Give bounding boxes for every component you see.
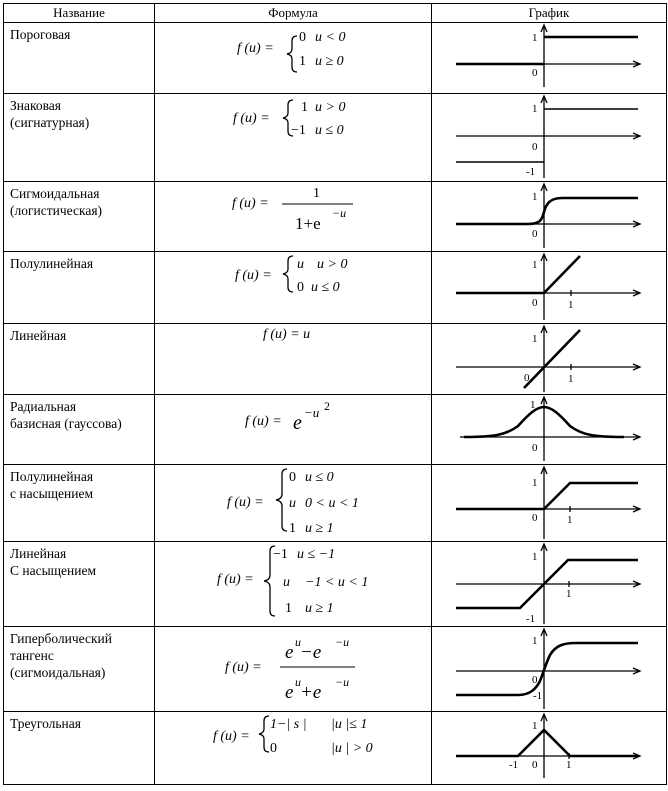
case-condition: −1 < u < 1 — [305, 575, 369, 590]
row-name: Полулинейная — [4, 252, 155, 324]
formula-lhs: f (u) = — [232, 196, 269, 211]
origin-label: 0 — [532, 759, 538, 771]
table-row — [4, 182, 667, 252]
case-value: 1 — [289, 521, 296, 536]
case-condition: |u |≤ 1 — [331, 717, 368, 732]
formula-base: e — [293, 412, 302, 434]
fraction-denominator: 1+e — [295, 214, 321, 233]
case-value: −1 — [273, 547, 288, 562]
header-row — [4, 4, 667, 23]
origin-label: 0 — [532, 442, 538, 454]
formula-linear-saturation — [155, 542, 431, 626]
case-condition: |u | > 0 — [331, 741, 373, 756]
origin-label: 0 — [532, 512, 538, 524]
case-condition: u > 0 — [315, 100, 346, 115]
row-name: Сигмоидальная (логистическая) — [4, 182, 155, 252]
graph-cell — [432, 542, 667, 627]
formula-lhs: f (u) = — [217, 572, 254, 587]
row-name: Радиальная базисная (гауссова) — [4, 395, 155, 465]
row-name: Гиперболический тангенс (сигмоидальная) — [4, 627, 155, 712]
formula-linear — [155, 324, 431, 394]
case-value: 1 — [285, 601, 292, 616]
table-row — [4, 465, 667, 542]
origin-label: 0 — [532, 228, 538, 240]
case-condition: u ≥ 1 — [305, 521, 334, 536]
graph-cell — [432, 712, 667, 785]
table-row — [4, 324, 667, 395]
y-bottom-label: -1 — [533, 690, 543, 702]
y-top-label: 1 — [532, 635, 538, 647]
y-top-label: 1 — [532, 103, 538, 115]
formula-cell — [155, 627, 432, 712]
graph-cell — [432, 182, 667, 252]
formula-lhs: f (u) = — [235, 268, 272, 283]
graph-sigmoid — [432, 182, 666, 251]
table-row — [4, 542, 667, 627]
y-bottom-label: -1 — [526, 166, 536, 178]
case-value: 1−| s | — [270, 717, 307, 732]
case-condition: u < 0 — [315, 30, 346, 45]
graph-cell — [432, 465, 667, 542]
header-formula: Формула — [155, 4, 432, 23]
function-curve — [456, 643, 638, 695]
case-value: 1 — [301, 100, 308, 115]
x-right-label: 1 — [568, 373, 574, 385]
case-value: −1 — [291, 123, 306, 138]
graph-threshold — [432, 23, 666, 93]
formula-semilinear-saturation — [155, 465, 431, 541]
graph-tanh — [432, 627, 666, 711]
case-condition: u ≤ 0 — [305, 470, 334, 485]
formula-threshold — [155, 23, 431, 93]
header-graph: График — [432, 4, 667, 23]
formula-cell — [155, 324, 432, 395]
y-top-label: 1 — [530, 399, 536, 411]
formula-cell — [155, 182, 432, 252]
y-top-label: 1 — [532, 191, 538, 203]
case-condition: u > 0 — [317, 257, 348, 272]
row-name: Полулинейная с насыщением — [4, 465, 155, 542]
y-top-label: 1 — [532, 551, 538, 563]
case-condition: u ≤ −1 — [297, 547, 336, 562]
formula-cell — [155, 23, 432, 94]
case-value: 1 — [299, 54, 306, 69]
graph-sign — [432, 94, 666, 181]
formula-cell — [155, 712, 432, 785]
origin-label: 0 — [532, 141, 538, 153]
graph-semilinear — [432, 252, 666, 323]
y-top-label: 1 — [532, 333, 538, 345]
function-curve — [456, 730, 638, 756]
formula-lhs: f (u) = — [237, 41, 274, 56]
formula-cell — [155, 94, 432, 182]
case-condition: u ≥ 1 — [305, 601, 334, 616]
formula-text: f (u) = u — [263, 327, 311, 342]
formula-lhs: f (u) = — [233, 111, 270, 126]
row-name: Треугольная — [4, 712, 155, 785]
graph-linear — [432, 324, 666, 394]
case-condition: u ≤ 0 — [311, 280, 340, 295]
case-condition: u ≤ 0 — [315, 123, 344, 138]
numerator-exponent-2: −u — [335, 635, 350, 649]
graph-triangular — [432, 712, 666, 784]
case-value: 0 — [289, 470, 296, 485]
formula-exponent-power: 2 — [324, 399, 330, 413]
denominator-exponent: u — [295, 675, 301, 689]
y-top-label: 1 — [532, 720, 538, 732]
x-right-label: 1 — [566, 588, 572, 600]
case-condition: u ≥ 0 — [315, 54, 344, 69]
x-right-label: 1 — [568, 299, 574, 311]
formula-lhs: f (u) = — [213, 729, 250, 744]
case-value: 0 — [297, 280, 304, 295]
formula-cell — [155, 542, 432, 627]
formula-cell — [155, 465, 432, 542]
table-row — [4, 627, 667, 712]
function-curve — [456, 198, 638, 224]
row-name: Знаковая (сигнатурная) — [4, 94, 155, 182]
row-name: Пороговая — [4, 23, 155, 94]
case-value: 0 — [270, 741, 277, 756]
denominator-plus-term: +e — [300, 682, 322, 703]
case-value: 0 — [299, 30, 306, 45]
formula-exponent: −u — [304, 405, 320, 420]
function-curve — [456, 483, 638, 509]
function-curve — [456, 37, 638, 64]
y-top-label: 1 — [532, 477, 538, 489]
graph-cell — [432, 23, 667, 94]
origin-label: 0 — [532, 674, 538, 686]
table-row — [4, 252, 667, 324]
graph-radial — [432, 395, 666, 464]
case-value: u — [297, 257, 304, 272]
numerator-exponent: u — [295, 635, 301, 649]
graph-cell — [432, 252, 667, 324]
formula-cell — [155, 252, 432, 324]
origin-label: 0 — [532, 67, 538, 79]
origin-label: 0 — [524, 372, 530, 384]
y-top-label: 1 — [532, 259, 538, 271]
graph-semilinear-saturation — [432, 465, 666, 541]
graph-cell — [432, 395, 667, 465]
numerator-minus-term: −e — [300, 642, 322, 663]
table-row — [4, 94, 667, 182]
function-curve — [456, 256, 580, 293]
formula-lhs: f (u) = — [227, 495, 264, 510]
denominator-base: e — [285, 682, 294, 703]
header-name: Название — [4, 4, 155, 23]
graph-cell — [432, 94, 667, 182]
case-condition: 0 < u < 1 — [305, 496, 359, 511]
x-right-label: 1 — [567, 514, 573, 526]
formula-radial — [155, 395, 431, 464]
y-top-label: 1 — [532, 32, 538, 44]
row-name: Линейная С насыщением — [4, 542, 155, 627]
formula-cell — [155, 395, 432, 465]
table-row — [4, 23, 667, 94]
activation-functions-table — [3, 3, 667, 785]
graph-cell — [432, 627, 667, 712]
formula-lhs: f (u) = — [245, 414, 282, 429]
fraction-exponent: −u — [332, 206, 347, 220]
formula-sign — [155, 94, 431, 181]
formula-tanh — [155, 627, 431, 711]
table-row — [4, 395, 667, 465]
fraction-numerator: 1 — [313, 186, 320, 201]
denominator-exponent-2: −u — [335, 675, 350, 689]
case-value: u — [289, 496, 296, 511]
formula-lhs: f (u) = — [225, 660, 262, 675]
x-right-label: 1 — [566, 759, 572, 771]
graph-cell — [432, 324, 667, 395]
formula-triangular — [155, 712, 431, 784]
case-value: u — [283, 575, 290, 590]
graph-linear-saturation — [432, 542, 666, 626]
formula-semilinear — [155, 252, 431, 323]
y-bottom-label: -1 — [526, 613, 536, 625]
origin-label: 0 — [532, 297, 538, 309]
formula-sigmoid — [155, 182, 431, 251]
x-left-label: -1 — [509, 759, 519, 771]
numerator-base: e — [285, 642, 294, 663]
table-row — [4, 712, 667, 785]
row-name: Линейная — [4, 324, 155, 395]
